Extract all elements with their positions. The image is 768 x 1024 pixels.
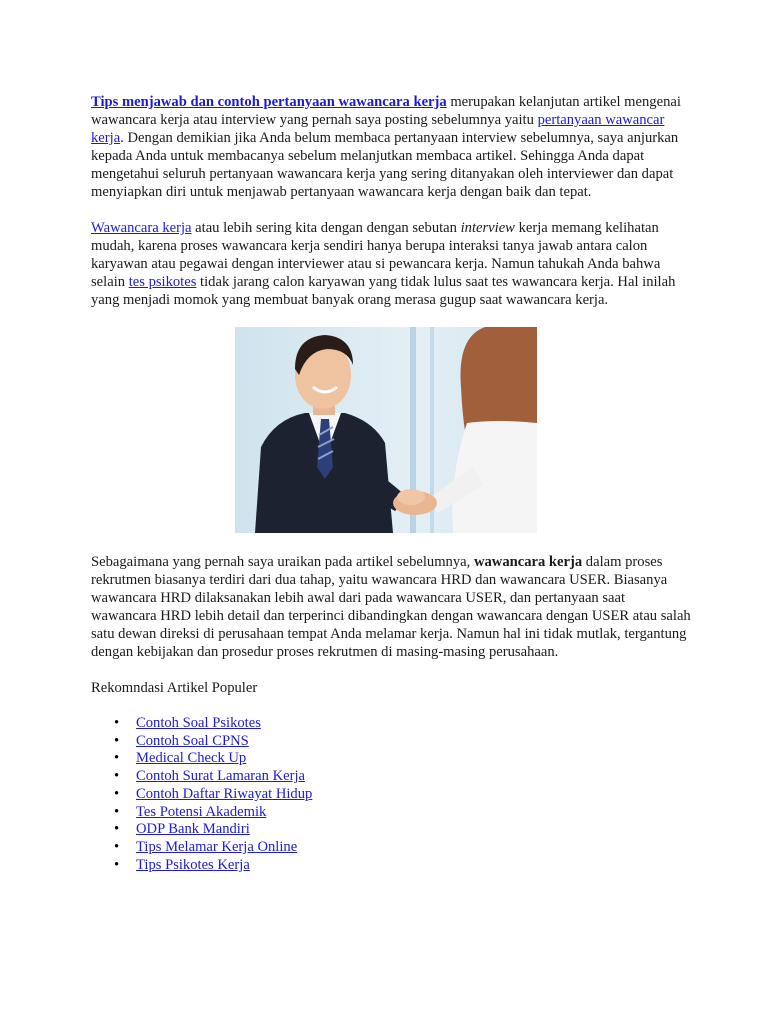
reco-link[interactable]: Tips Melamar Kerja Online (136, 838, 298, 855)
intro-text-1: merupakan kelanjutan artikel mengenai wawancara kerja atau interview yang pernah saya posting sebelumnya yaitu (91, 94, 681, 128)
intro-paragraph (91, 93, 691, 201)
reco-link[interactable]: Contoh Soal Psikotes (136, 715, 261, 731)
recruitment-paragraph (91, 553, 691, 661)
bullet-icon: • (114, 803, 120, 820)
tes-psikotes-link[interactable]: tes psikotes (128, 274, 197, 290)
bullet-icon: • (114, 821, 120, 838)
recommendations-list (91, 715, 691, 874)
interview-italic: interview (460, 220, 515, 236)
recruitment-text-2: dalam proses rekrutmen biasanya terdiri dari dua tahap, yaitu wawancara HRD dan wawancara USER. Biasanya wawancara HRD dilaksanakan lebih awal dari pada wawancara USER, dan pertanyaan saat wawancara HRD lebih detail dan terperinci dibandingkan dengan wawancara dengan USER atau salah satu dewan direksi di perusahaan tempat Anda melamar kerja. Namun hal ini tidak mutlak, tergantung dengan kebijakan dan prosedur proses rekrutmen di masing-masing perusahaan. (91, 554, 691, 660)
list-item (114, 768, 691, 786)
wawancara-kerja-link[interactable]: Wawancara kerja (91, 220, 192, 236)
reco-link[interactable]: Contoh Daftar Riwayat Hidup (136, 785, 313, 802)
list-item (114, 715, 691, 733)
reco-link[interactable]: Tips Psikotes Kerja (136, 856, 250, 873)
list-item (114, 838, 691, 857)
bullet-icon: • (114, 785, 120, 802)
bullet-icon: • (114, 750, 120, 767)
reco-link[interactable]: Tes Potensi Akademik (136, 803, 267, 820)
list-item (114, 856, 691, 875)
list-item (114, 803, 691, 822)
handshake-illustration (235, 327, 537, 533)
intro-text-2: . Dengan demikian jika Anda belum membaca pertanyaan interview sebelumnya, saya anjurkan kepada Anda untuk membacanya sebelum melanjutkan membaca artikel. Sehingga Anda dapat mengetahui seluruh pertanyaan wawancara kerja yang sering ditanyakan oleh interviewer dan dapat menyiapkan diri untuk menjawab pertanyaan wawancara kerja dengan baik dan tepat. (91, 130, 679, 200)
recruitment-text-1: Sebagaimana yang pernah saya uraikan pada artikel sebelumnya, (91, 554, 474, 570)
bullet-icon: • (114, 768, 120, 785)
handshake-photo (235, 327, 537, 533)
bullet-icon: • (114, 838, 120, 855)
interview-text-1: atau lebih sering kita dengan dengan sebutan (191, 220, 461, 236)
interview-paragraph (91, 219, 691, 309)
previous-questions-link[interactable]: pertanyaan wawancar kerja (91, 112, 665, 146)
bullet-icon: • (114, 856, 120, 873)
reco-link[interactable]: Medical Check Up (136, 750, 247, 767)
interview-text-3: tidak jarang calon karyawan yang tidak lulus saat tes wawancara kerja. Hal inilah yang menjadi momok yang membuat banyak orang merasa gugup saat wawancara kerja. (91, 274, 676, 308)
bullet-icon: • (114, 732, 120, 749)
bullet-icon: • (114, 715, 120, 731)
reco-link[interactable]: ODP Bank Mandiri (136, 821, 250, 838)
tips-article-link[interactable]: Tips menjawab dan contoh pertanyaan wawancara kerja (91, 94, 447, 110)
list-item (114, 785, 691, 804)
list-item (114, 750, 691, 768)
article-body (91, 93, 691, 874)
list-item (114, 732, 691, 751)
recommendations-title: Rekomndasi Artikel Populer (91, 680, 258, 696)
interview-text-2: kerja memang kelihatan mudah, karena proses wawancara kerja sendiri hanya berupa interaksi tanya jawab antara calon karyawan atau pegawai dengan interviewer atau si pewancara kerja. Namun tahukah Anda bahwa selain (91, 220, 661, 290)
reco-link[interactable]: Contoh Surat Lamaran Kerja (136, 768, 305, 785)
list-item (114, 821, 691, 839)
reco-link[interactable]: Contoh Soal CPNS (136, 732, 249, 749)
recruitment-bold: wawancara kerja (473, 554, 583, 570)
